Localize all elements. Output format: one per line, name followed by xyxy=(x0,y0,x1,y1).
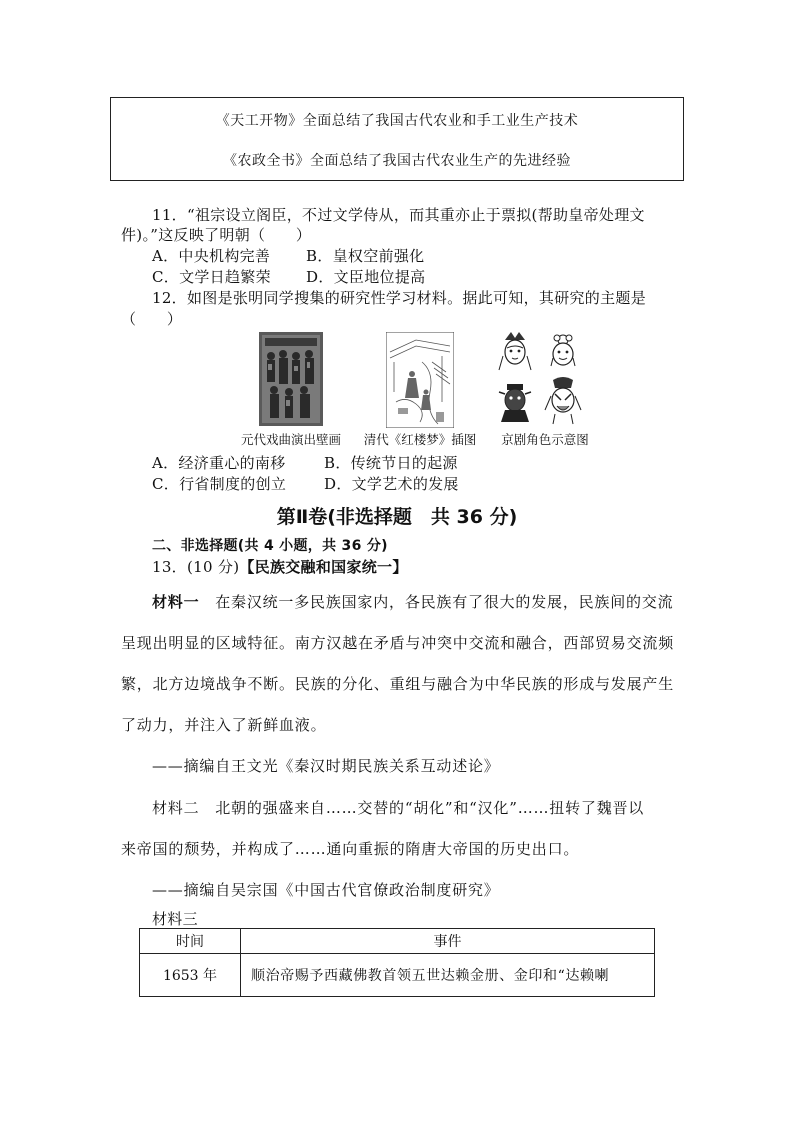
q11-option-c: C．文学日趋繁荣 xyxy=(152,268,271,286)
table-header-time: 时间 xyxy=(140,929,241,954)
material2-source: ——摘编自吴宗国《中国古代官僚政治制度研究》 xyxy=(152,881,500,899)
q11-stem-line1: 11．“祖宗设立阁臣，不过文学侍从，而其重亦止于票拟(帮助皇帝处理文 xyxy=(152,206,645,224)
yuan-opera-mural-image xyxy=(259,332,323,426)
q12-option-b: B．传统节日的起源 xyxy=(324,454,458,472)
material3-label: 材料三 xyxy=(152,910,198,928)
q11-stem-line2: 件)。”这反映了明朝（ ） xyxy=(121,226,312,244)
material2-text-1: 北朝的强盛来自……交替的“胡化”和“汉化”……扭转了魏晋以 xyxy=(215,799,645,817)
table-cell-event: 顺治帝赐予西藏佛教首领五世达赖金册、金印和“达赖喇 xyxy=(241,954,655,997)
q13-topic-tag: 【民族交融和国家统一】 xyxy=(239,558,408,576)
q11-option-b: B．皇权空前强化 xyxy=(306,247,425,265)
q11-option-d: D．文臣地位提高 xyxy=(306,268,426,286)
q12-option-d: D．文学艺术的发展 xyxy=(324,475,459,493)
box-line-1: 《天工开物》全面总结了我国古代农业和手工业生产技术 xyxy=(215,113,579,129)
section-heading: 二、非选择题(共 4 小题，共 36 分) xyxy=(152,538,388,554)
material1-text-1: 在秦汉统一多民族国家内，各民族有了很大的发展，民族间的交流 xyxy=(215,593,674,611)
material2-label: 材料二 xyxy=(152,799,200,817)
table-cell-time: 1653 年 xyxy=(140,954,241,997)
part2-title: 第Ⅱ卷(非选择题 共 36 分) xyxy=(276,506,518,528)
material1-line2: 呈现出明显的区域特征。南方汉越在矛盾与冲突中交流和融合，西部贸易交流频 xyxy=(121,634,675,652)
q13-heading xyxy=(152,556,408,577)
peking-opera-roles-image xyxy=(497,330,585,426)
material1-line3: 繁，北方边境战争不断。民族的分化、重组与融合为中华民族的形成与发展产生 xyxy=(121,675,675,693)
material2-line2: 来帝国的颓势，并构成了……通向重振的隋唐大帝国的历史出口。 xyxy=(121,840,580,858)
caption-hongloumeng: 清代《红楼梦》插图 xyxy=(363,432,477,447)
table-header-event: 事件 xyxy=(241,929,655,954)
q12-stem-line1: 12．如图是张明同学搜集的研究性学习材料。据此可知，其研究的主题是 xyxy=(152,289,646,307)
q13-score: 13．(10 分) xyxy=(152,558,240,576)
caption-peking-opera: 京剧角色示意图 xyxy=(501,432,589,447)
material2-line1 xyxy=(152,797,644,818)
q11-option-a: A．中央机构完善 xyxy=(152,247,271,265)
table-row xyxy=(140,954,655,997)
box-line-2: 《农政全书》全面总结了我国古代农业生产的先进经验 xyxy=(223,153,571,169)
material3-table xyxy=(139,928,655,997)
q12-option-c: C．行省制度的创立 xyxy=(152,475,287,493)
material1-label: 材料一 xyxy=(152,593,200,611)
table-header-row xyxy=(140,929,655,954)
hongloumeng-illustration-image xyxy=(386,332,454,428)
material1-line4: 了动力，并注入了新鲜血液。 xyxy=(121,716,327,734)
material1-source: ——摘编自王文光《秦汉时期民族关系互动述论》 xyxy=(152,757,500,775)
q12-option-a: A．经济重心的南移 xyxy=(152,454,286,472)
material-box xyxy=(110,97,684,181)
material1-line1 xyxy=(152,591,673,612)
caption-yuan-mural: 元代戏曲演出壁画 xyxy=(240,432,341,447)
q12-stem-line2: （ ） xyxy=(121,310,183,328)
